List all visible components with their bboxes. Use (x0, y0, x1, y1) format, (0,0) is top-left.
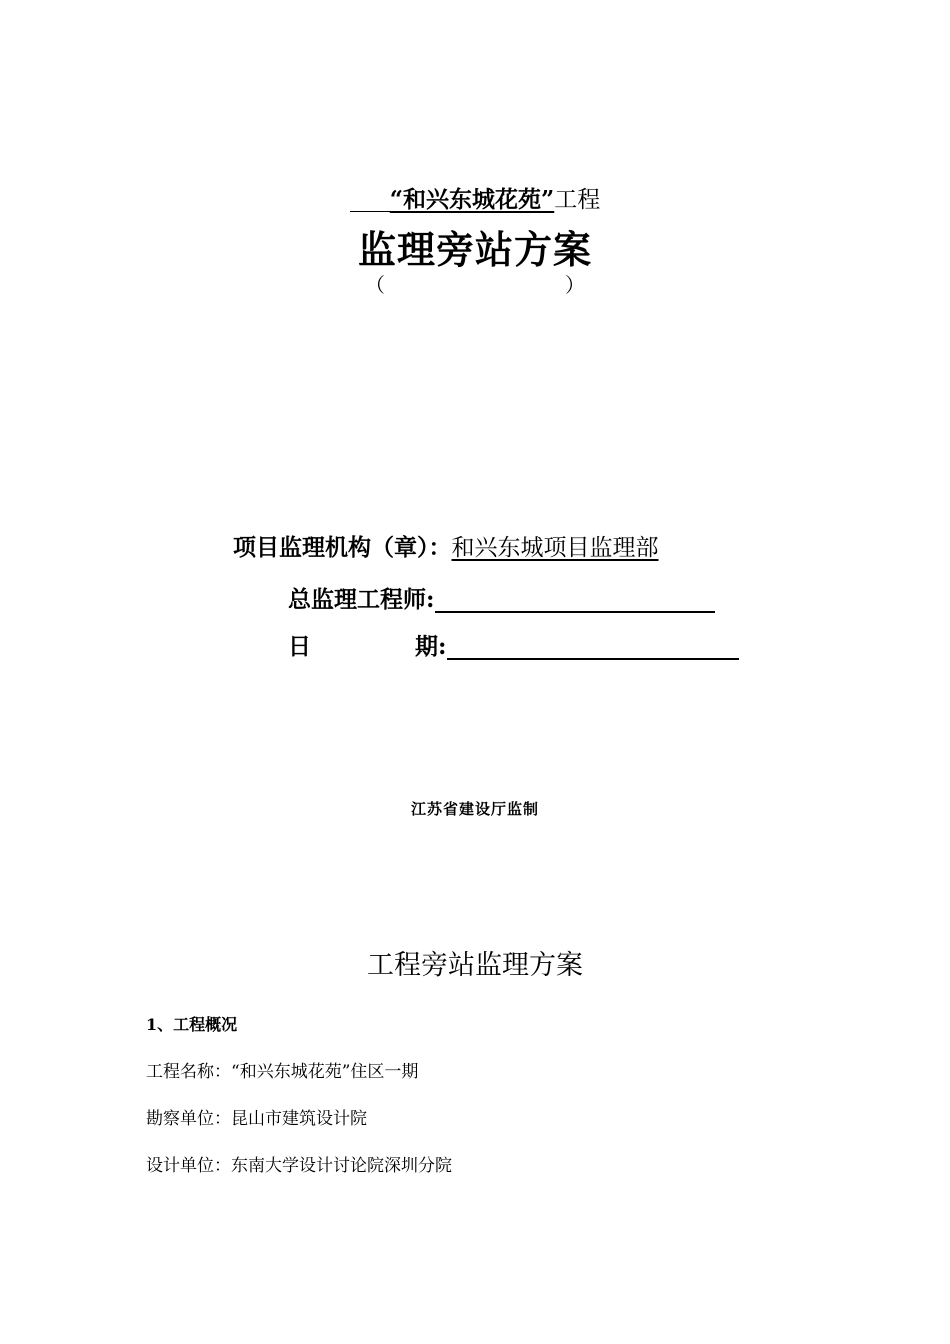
section-title: 工程旁站监理方案 (367, 950, 583, 981)
engineer-label: 总监理工程师: (288, 586, 435, 613)
project-name (350, 186, 554, 213)
field-project-name (146, 1058, 418, 1086)
project-line (0, 180, 950, 220)
field-design-unit (146, 1152, 452, 1180)
field-value: 昆山市建筑设计院 (231, 1109, 367, 1129)
date-label-2: 期: (415, 633, 447, 660)
cover-title: 监理旁站方案 (357, 228, 592, 272)
section-heading: 1、工程概况 (146, 1015, 238, 1034)
paren-close: ） (565, 273, 585, 297)
field-survey-unit (146, 1105, 367, 1133)
engineer-blank (435, 591, 715, 613)
org-label: 项目监理机构（章）： (233, 534, 452, 561)
field-value: 东南大学设计讨论院深圳分院 (231, 1156, 452, 1176)
project-name-text: “和兴东城花苑” (389, 186, 555, 213)
field-label: 设计单位： (146, 1156, 231, 1176)
engineer-line (288, 580, 715, 620)
issuer: 江苏省建设厅监制 (410, 800, 539, 818)
field-value: “和兴东城花苑”住区一期 (231, 1062, 419, 1082)
field-label: 工程名称： (146, 1062, 231, 1082)
field-label: 勘察单位： (146, 1109, 231, 1129)
date-blank (447, 638, 739, 660)
org-value: 和兴东城项目监理部 (451, 535, 659, 561)
project-suffix: 工程 (554, 187, 601, 213)
org-line (233, 528, 659, 568)
paren-open: （ (365, 273, 385, 297)
date-line (288, 627, 739, 667)
date-label-1: 日 (288, 633, 311, 660)
underline-pad (350, 189, 390, 212)
